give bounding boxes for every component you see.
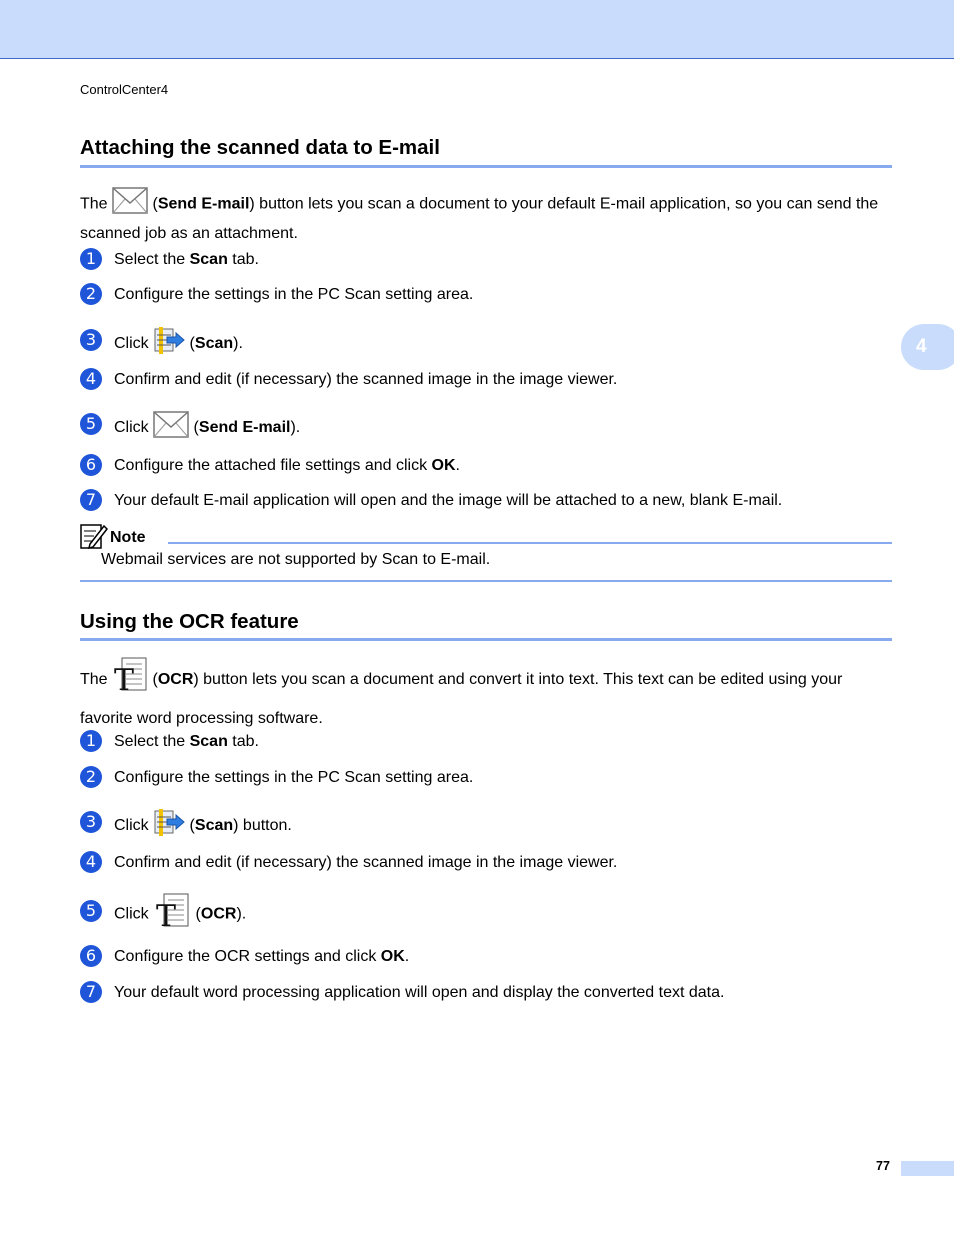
note-bottom-rule	[80, 580, 892, 582]
step-number: 2	[80, 766, 102, 788]
section-title-email: Attaching the scanned data to E-mail	[80, 136, 440, 159]
note-rule	[168, 542, 892, 544]
svg-text:T: T	[114, 663, 135, 694]
step-text: Configure the attached file settings and click OK.	[114, 457, 460, 474]
note-text: Webmail services are not supported by Scan to E-mail.	[101, 551, 491, 568]
step-text: Click (Send E-mail).	[114, 411, 300, 445]
step-number: 7	[80, 981, 102, 1003]
envelope-icon[interactable]	[153, 411, 189, 445]
step-number: 2	[80, 283, 102, 305]
scan-icon[interactable]	[153, 327, 185, 361]
section-rule	[80, 638, 892, 641]
intro-rest: ) button lets you scan a document and convert it into text. This text can be edited using your favorite word processing software.	[80, 671, 843, 727]
step-number: 5	[80, 900, 102, 922]
step-number: 1	[80, 248, 102, 270]
step-text: Confirm and edit (if necessary) the scanned image in the image viewer.	[114, 854, 618, 871]
chapter-tab[interactable]: 4	[901, 324, 954, 370]
step-number: 6	[80, 945, 102, 967]
step-number: 4	[80, 851, 102, 873]
intro-pre: The	[80, 195, 108, 213]
intro-paragraph-ocr	[80, 656, 895, 733]
step-6	[80, 945, 900, 969]
step-5	[80, 413, 900, 437]
step-number: 4	[80, 368, 102, 390]
intro-open: (	[148, 671, 158, 689]
intro-paragraph-email	[80, 187, 895, 246]
ocr-icon[interactable]	[153, 892, 191, 937]
intro-bold: Send E-mail	[157, 195, 250, 213]
intro-rest: ) button lets you scan a document to your default E-mail application, so you can send the scanned job as an attachment.	[80, 195, 879, 242]
section-rule	[80, 165, 892, 168]
step-number: 5	[80, 413, 102, 435]
step-number: 7	[80, 489, 102, 511]
step-text: Click T (OCR).	[114, 892, 246, 937]
step-text: Configure the settings in the PC Scan setting area.	[114, 286, 474, 303]
step-7	[80, 981, 900, 1005]
step-text: Configure the OCR settings and click OK.	[114, 948, 410, 965]
page-number: 77	[876, 1159, 890, 1173]
step-4	[80, 851, 900, 875]
step-text: Configure the settings in the PC Scan setting area.	[114, 769, 474, 786]
svg-text:T: T	[156, 899, 177, 930]
envelope-icon	[112, 187, 148, 222]
section-title-ocr: Using the OCR feature	[80, 610, 299, 633]
scan-icon[interactable]	[153, 809, 185, 843]
step-number: 3	[80, 811, 102, 833]
intro-bold: OCR	[157, 671, 194, 689]
step-number: 6	[80, 454, 102, 476]
step-number: 1	[80, 730, 102, 752]
step-4	[80, 368, 900, 392]
step-text: Your default E-mail application will open and the image will be attached to a new, blank E-mail.	[114, 492, 783, 509]
intro-open: (	[148, 195, 158, 213]
intro-pre: The	[80, 671, 108, 689]
step-text: Your default word processing application will open and display the converted text data.	[114, 984, 725, 1001]
running-head: ControlCenter4	[80, 82, 169, 97]
footer-bar	[901, 1161, 954, 1176]
step-3	[80, 329, 900, 353]
ocr-icon	[112, 656, 148, 704]
step-7	[80, 489, 900, 513]
step-5	[80, 899, 900, 930]
step-text: Select the Scan tab.	[114, 251, 259, 268]
step-1	[80, 730, 900, 754]
step-3	[80, 811, 900, 835]
step-text: Select the Scan tab.	[114, 733, 259, 750]
step-text: Confirm and edit (if necessary) the scanned image in the image viewer.	[114, 371, 618, 388]
step-number: 3	[80, 329, 102, 351]
step-text: Click (Scan).	[114, 327, 243, 361]
step-2	[80, 283, 900, 307]
note-title: Note	[110, 529, 146, 546]
step-text: Click (Scan) button.	[114, 809, 292, 843]
step-6	[80, 454, 900, 478]
step-2	[80, 766, 900, 790]
header-bar	[0, 0, 954, 59]
step-1	[80, 248, 900, 272]
